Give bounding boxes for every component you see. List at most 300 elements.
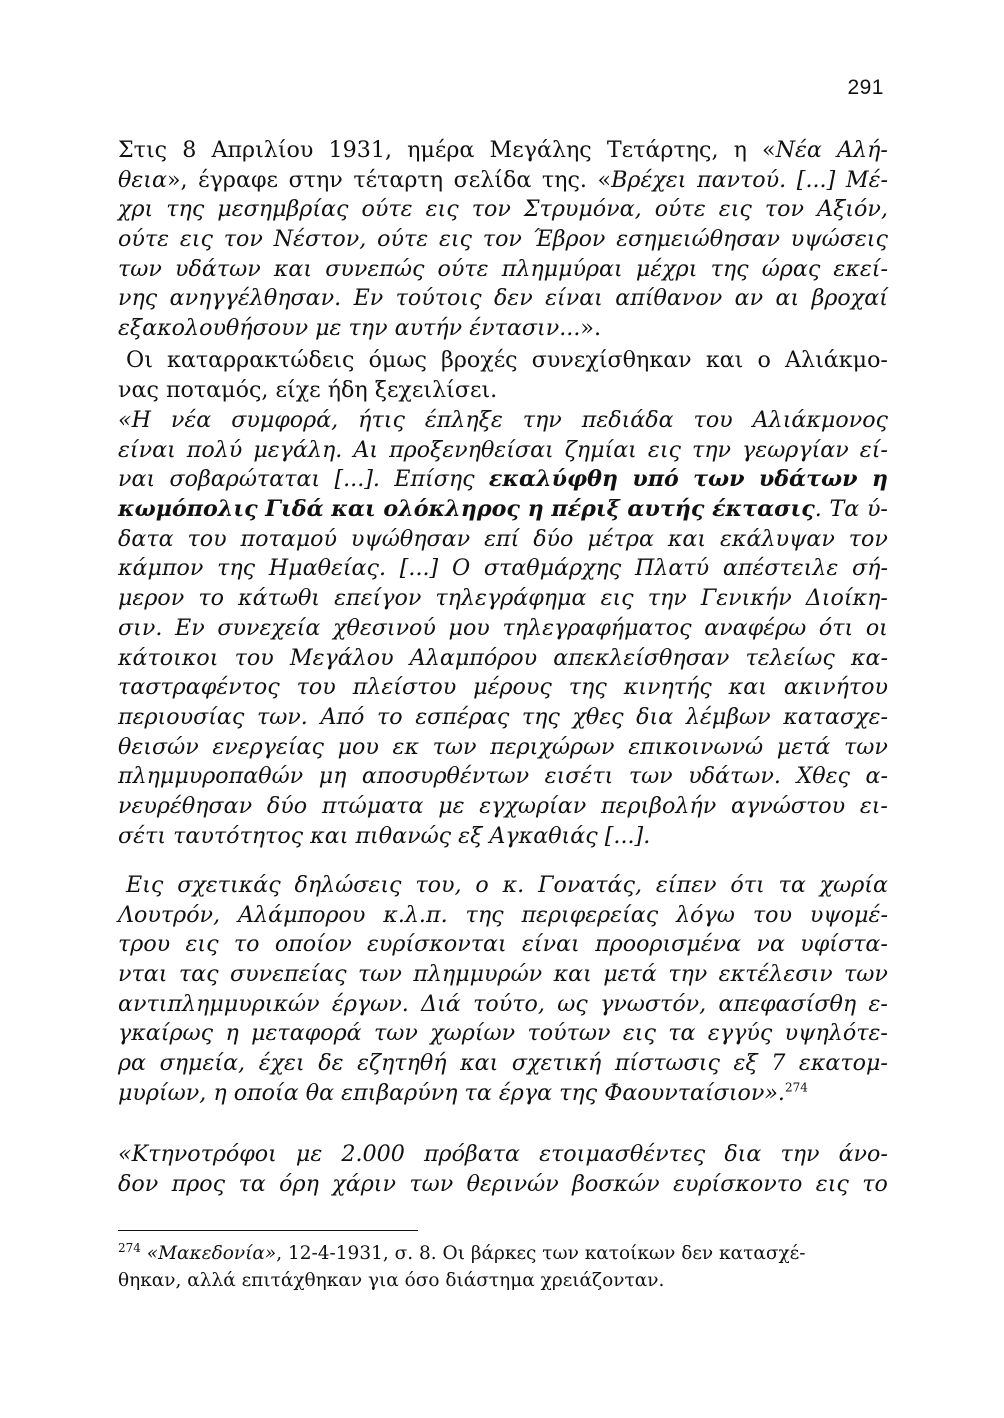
text-run: επικοινωνώ [628,733,764,760]
text-line [118,1170,888,1200]
word [731,792,845,822]
text-run: κάμπον [118,555,204,582]
text-run: οποίον [274,931,352,958]
text-run: το [198,585,224,612]
text-run: [...] [399,555,439,582]
text-run: σή- [852,555,888,582]
word [318,1049,343,1079]
text-run: Διά [421,990,461,1017]
text-run: ρα [118,1050,147,1077]
word [817,195,888,225]
word [234,1080,299,1106]
text-run: την [522,407,562,433]
word [441,346,518,376]
word [118,406,151,436]
word [604,1080,785,1106]
text-run: άνο- [838,1141,888,1167]
footnote-marker: 274 [118,1240,141,1255]
text-run: δε [318,1050,344,1077]
text-run: εις [438,226,472,253]
word [627,495,704,525]
word [527,1019,610,1049]
text-line [118,901,888,931]
word [332,1170,396,1200]
word [523,406,562,436]
text-run: δια [724,1141,762,1167]
text-run: της [166,196,205,223]
word [439,225,472,255]
word [118,901,220,931]
text-run: Στις [118,137,168,163]
text-run: σοβαρώταται [169,466,321,493]
word [636,255,698,285]
word [267,792,307,822]
word [118,792,252,822]
text-run: 1931, [328,137,393,163]
word [166,195,204,225]
text-run: ευρίσκονται [367,931,507,958]
text-run: των [118,255,162,282]
text-run: Φαουνταίσιον». [604,1079,785,1106]
word [369,346,427,376]
text-run: ο [757,347,771,373]
word [310,823,348,849]
word [559,1080,597,1106]
word [400,554,438,584]
text-line [118,1140,888,1170]
word [837,136,888,166]
word [545,284,603,314]
word [173,823,303,849]
word [765,195,804,225]
text-run: ο [475,872,489,898]
text-run: αναφέρω [704,614,807,641]
text-line [118,314,888,344]
word [118,960,167,990]
word [701,584,792,614]
text-run: επείγον [334,585,422,612]
word [502,614,691,644]
text-run: χάριν [332,1170,396,1197]
word [777,733,831,763]
text-run: υψώσεις [790,226,888,253]
text-run: και [728,674,767,701]
text-run: ούτε [361,196,413,223]
text-run: . [814,496,822,523]
word [241,525,337,555]
word [182,136,196,166]
word [341,1140,405,1170]
text-run: περιχώρων [490,733,615,760]
word [224,225,263,255]
word [800,930,888,960]
text-run: περιφερείας [521,901,659,928]
text-run: είχε [275,376,321,403]
text-run: με [295,1141,323,1167]
word [860,792,888,822]
word [374,1019,418,1049]
word [354,284,384,314]
text-run: δεν [493,285,533,312]
word [719,195,752,225]
word [676,901,735,931]
word [844,960,888,990]
word [187,436,243,466]
text-run: ποταμός, [165,376,269,403]
text-run: και [331,496,376,523]
word [723,554,838,584]
word [601,584,634,614]
word [780,1140,819,1170]
word [118,436,176,466]
word [866,614,888,644]
word [668,960,707,990]
text-run: εκάλυψαν [720,525,835,552]
word [502,255,623,285]
word [332,990,409,1020]
text-run: σημεία, [159,1050,246,1077]
text-run: δύο [266,792,308,819]
word [306,1080,334,1106]
word [426,195,459,225]
text-run: πλημμυροπαθών [118,763,304,790]
text-run: α- [865,763,888,790]
text-run: ημέρα [407,137,475,163]
text-run: Αλιάκμονος [752,407,888,433]
text-run: των [693,466,745,493]
text-run: χθες [572,703,624,730]
text-run: λέμβων [685,703,771,730]
text-run: χρι [118,196,154,223]
paragraph-1 [118,136,888,344]
text-line [118,1019,888,1049]
text-line [118,1049,888,1079]
text-run: νης [118,285,158,312]
footnote-274 [118,1240,888,1294]
text-run: εκ [392,733,419,760]
word [235,644,274,674]
text-run: « [762,137,776,163]
text-run: μεταφορά [251,1020,362,1047]
text-run: « [597,166,612,193]
word [279,1170,319,1200]
word [595,930,741,960]
paragraph-2 [118,346,888,405]
word [539,1140,705,1170]
text-run: των [628,763,673,790]
word [452,554,470,584]
text-run: ταστραφέντος [118,674,280,701]
text-run: έγραφε [198,166,278,193]
text-run: την [647,585,687,612]
text-run: με [315,315,342,342]
text-line [118,673,888,703]
word [796,762,850,792]
word [435,584,586,614]
word [734,136,747,166]
text-line [118,614,888,644]
word [851,644,888,674]
text-run: μου [337,733,379,760]
text-run: Οι [126,347,153,373]
text-run: τον [764,196,804,223]
text-run: το [862,1170,888,1197]
word [512,1049,601,1079]
word [118,673,280,703]
text-run: Εις [126,872,164,898]
text-run: 8 [182,137,197,163]
word [351,525,470,555]
word [118,584,184,614]
text-run: συνεπείας [229,961,347,988]
word [175,614,205,644]
word [762,255,821,285]
word [724,1140,761,1170]
word [473,990,545,1020]
text-run: των [844,733,888,760]
word [353,166,443,196]
text-run: ήτις [358,407,405,433]
text-run: η [225,1020,239,1047]
word [325,255,424,285]
word [118,465,155,495]
text-run: μεγάλη. [253,436,343,463]
word [118,1019,213,1049]
word [711,255,749,285]
paragraph-4 [118,871,888,1109]
word [472,195,511,225]
text-run: Μεγάλης [489,137,592,163]
text-line [118,554,888,584]
word [338,733,379,763]
text-run: τελείως [745,644,835,671]
word [353,673,457,703]
text-run: εγχωρίαν [479,792,587,819]
text-run: εγγύς [707,1020,773,1047]
text-run: εσπέρας [415,703,510,730]
text-run: την [668,961,708,988]
word [358,960,402,990]
text-run: των [374,1020,418,1047]
word [607,136,719,166]
word [118,703,244,733]
word [779,871,806,901]
word [126,871,163,901]
word [503,871,525,901]
word [362,195,413,225]
word [784,673,888,703]
word [269,554,386,584]
word [257,703,308,733]
text-run: νας [118,376,159,403]
text-run: χθεσινού [333,614,436,641]
text-run: υδάτων. [688,763,781,790]
footnote-reference[interactable]: 274 [785,1080,808,1095]
text-run: συνεπώς [325,255,425,282]
word [648,436,681,466]
word [762,136,822,166]
word [118,225,169,255]
word [357,1049,446,1079]
text-run: αντιπλημμυρικών [118,990,320,1017]
text-run: της [217,555,256,582]
text-run: θεια [118,166,167,193]
text-line [118,960,888,990]
text-run: αν [734,285,764,312]
word [118,525,174,555]
text-run: αι [775,285,800,312]
text-run: η [871,466,888,493]
word [603,960,657,990]
word [353,436,378,466]
word [188,525,227,555]
word [557,990,588,1020]
word [410,644,537,674]
page-number: 291 [847,76,884,99]
word [742,436,849,466]
word [118,377,159,403]
text-run: Επίσης [394,466,475,493]
word [466,901,504,931]
word [489,465,618,495]
text-run: σιν. [118,614,163,641]
text-line [118,436,888,466]
text-run: Ο [451,555,471,582]
word [872,465,888,495]
text-run: και [705,347,744,373]
word [289,166,343,196]
text-run: Έβρον [532,226,606,253]
text-run: απίθανον [615,285,723,312]
word [538,871,642,901]
word [551,495,619,525]
text-run: δον [118,1170,159,1197]
word [409,1170,453,1200]
footnote-text: , 12-4-1931, σ. 8. Οι βάρκες των κατοίκων δεν κατασχέ- [276,1243,806,1264]
word [118,136,167,166]
text-run: δατα [118,525,174,552]
text-run: την [348,315,388,342]
word [844,733,888,763]
text-run: συνεχεία [217,614,321,641]
word [572,1170,659,1200]
word [668,1019,695,1049]
word [708,1019,772,1049]
word [118,554,203,584]
text-run: μετά [603,961,657,988]
word [785,346,888,376]
text-run: πίστωσις [614,1050,720,1077]
word [407,136,474,166]
text-run: τούτων [527,1020,611,1047]
text-run: την [780,1141,820,1167]
word [319,762,347,792]
text-line [118,465,888,495]
word [294,871,401,901]
word [362,762,529,792]
text-run: υδάτων [758,466,858,493]
word [756,930,784,960]
text-run: μερον [118,585,185,612]
word [415,871,461,901]
word [320,703,364,733]
text-run: να [756,931,785,958]
word [600,990,706,1020]
text-run: εκεί- [833,255,888,282]
word [449,614,490,644]
word [605,823,651,849]
text-run: τα [464,1079,492,1106]
text-run: ε- [868,990,888,1017]
word [118,1170,158,1200]
text-run: του [752,901,792,928]
text-run: εις [185,931,219,958]
text-run: ούτε [437,255,489,282]
text-run: απέστειλε [722,555,839,582]
text-run: την [691,436,732,463]
text-line [118,406,888,436]
text-line [118,495,888,525]
text-run: Λουτρόν, [118,901,221,928]
word [118,930,170,960]
word [615,284,722,314]
text-run: της. [541,166,587,193]
word [849,525,888,555]
word [225,1019,238,1049]
text-run: οποία [233,1079,299,1106]
word [118,762,303,792]
word [852,554,888,584]
text-run: Αι [353,436,379,463]
word [430,1019,515,1049]
text-run: ». [580,315,602,342]
word [251,1019,362,1049]
text-run: οι [865,614,888,641]
word [118,315,308,341]
text-run: [...]. [604,822,651,849]
word [542,166,587,196]
word [820,871,888,901]
word [499,1080,552,1106]
text-line [118,166,888,196]
word [290,644,394,674]
text-run: τα [238,1170,266,1197]
text-run: ότι [818,614,854,641]
word [169,465,320,495]
text-run: », [166,166,188,193]
word [810,901,888,931]
word [438,255,489,285]
text-run: επί [484,525,520,552]
word [167,346,354,376]
text-run: ώρας [761,255,821,282]
text-run: του, [415,872,462,898]
word [656,871,717,901]
text-run: εισέτι [544,763,614,790]
text-run: και [273,255,313,282]
text-run: απεκλείσθησαν [553,644,730,671]
word [785,1019,888,1049]
word [375,377,498,403]
word [393,733,419,763]
text-run: ούτε [118,226,170,253]
word [730,871,764,901]
text-run: υφίστα- [800,931,888,958]
text-run: εις [600,585,634,612]
text-run: υπό [632,466,679,493]
word [170,284,342,314]
text-run: Βρέχει [611,166,687,193]
